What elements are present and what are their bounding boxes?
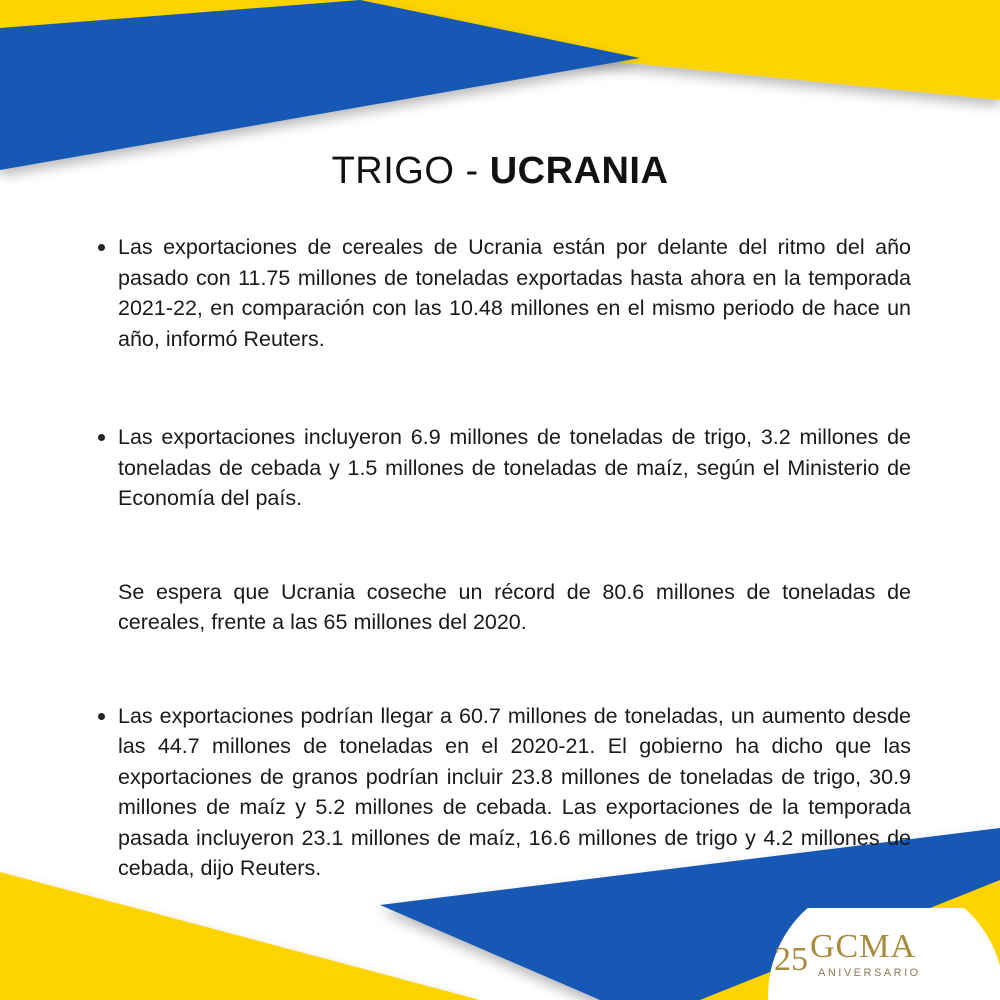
article-body	[96, 232, 911, 884]
paragraph-1	[96, 232, 911, 354]
logo-subtitle: ANIVERSARIO	[818, 967, 921, 979]
paragraph-4	[96, 701, 911, 884]
title-regular: TRIGO -	[331, 150, 490, 192]
bullet-dot	[98, 434, 105, 441]
page-title	[0, 147, 1000, 195]
paragraph-text: Las exportaciones podrían llegar a 60.7 millones de toneladas, un aumento desde las 44.7 millones de toneladas en el 2020-21. El gobierno ha dicho que las exportaciones de granos podrían incluir 23.8 millones de toneladas de trigo, 30.9 millones de maíz y 5.2 millones de cebada. Las exportaciones de la temporada pasada incluyeron 23.1 millones de maíz, 16.6 millones de trigo y 4.2 millones de cebada, dijo Reuters.	[118, 703, 911, 880]
bullet-dot	[98, 713, 105, 720]
paragraph-3	[96, 577, 911, 638]
bottom-yellow-band	[0, 872, 480, 1000]
logo-number: 25	[774, 941, 808, 978]
title-bold: UCRANIA	[489, 150, 669, 192]
paragraph-text: Las exportaciones de cereales de Ucrania están por delante del ritmo del año pasado con 11.75 millones de toneladas exportadas hasta ahora en la temporada 2021-22, en comparación con las 10.48 millones en el mismo periodo de hace un año, informó Reuters.	[118, 235, 911, 351]
logo-name: GCMA	[810, 928, 917, 965]
paragraph-text: Las exportaciones incluyeron 6.9 millones de toneladas de trigo, 3.2 millones de toneladas de cebada y 1.5 millones de toneladas de maíz, según el Ministerio de Economía del país.	[118, 425, 911, 510]
gcma-25-anniversary-logo	[768, 908, 1000, 1000]
bullet-dot	[98, 244, 105, 251]
paragraph-2	[96, 422, 911, 514]
paragraph-text: Se espera que Ucrania coseche un récord de 80.6 millones de toneladas de cereales, frente a las 65 millones del 2020.	[118, 579, 911, 634]
